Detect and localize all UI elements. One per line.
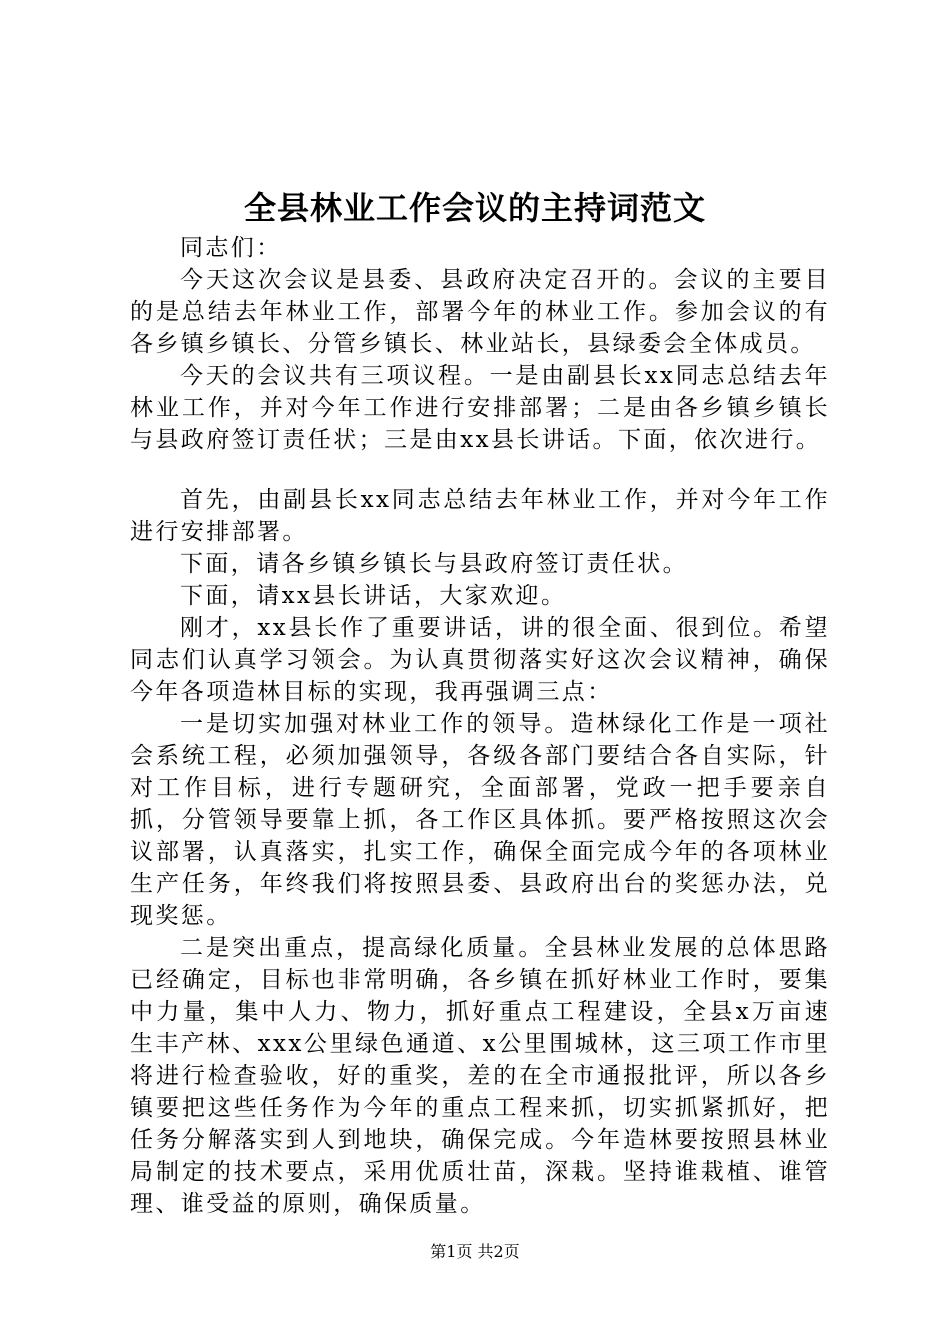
paragraph-spacer: [130, 456, 830, 484]
page-number-footer: 第1页 共2页: [430, 1242, 520, 1261]
paragraph-second-item: 下面，请各乡镇乡镇长与县政府签订责任状。: [180, 551, 688, 577]
paragraph-first-item: 首先，由副县长xx同志总结去年林业工作，并对今年工作进行安排部署。: [130, 487, 830, 545]
paragraph-meeting-purpose: 今天这次会议是县委、县政府决定召开的。会议的主要目的是总结去年林业工作，部署今年的林业工作。参加会议的有各乡镇乡镇长、分管乡镇长、林业站长，县绿委会全体成员。: [130, 267, 830, 357]
paragraph-third-item: 下面，请xx县长讲话，大家欢迎。: [180, 583, 567, 609]
document-title: 全县林业工作会议的主持词范文: [243, 189, 706, 227]
paragraph-point-two: 二是突出重点，提高绿化质量。全县林业发展的总体思路已经确定，目标也非常明确，各乡镇在抓好林业工作时，要集中力量，集中人力、物力，抓好重点工程建设，全县x万亩速生丰产林、xxx公里绿色通道、x公里围城林，这三项工作市里将进行检查验收，好的重奖，差的在全市通报批评，所以各乡镇要把这些任务作为今年的重点工程来抓，切实抓紧抓好，把任务分解落实到人到地块，确保完成。今年造林要按照县林业局制定的技术要点，采用优质壮苗，深栽。坚持谁栽植、谁管理、谁受益的原则，确保质量。: [130, 935, 830, 1217]
paragraph-point-one: 一是切实加强对林业工作的领导。造林绿化工作是一项社会系统工程，必须加强领导，各级各部门要结合各自实际，针对工作目标，进行专题研究，全面部署，党政一把手要亲自抓，分管领导要靠上抓，各工作区具体抓。要严格按照这次会议部署，认真落实，扎实工作，确保全面完成今年的各项林业生产任务，年终我们将按照县委、县政府出台的奖惩办法，兑现奖惩。: [130, 711, 830, 929]
document-body: [130, 232, 830, 1220]
paragraph-salutation: 同志们：: [180, 235, 282, 261]
paragraph-summary: 刚才，xx县长作了重要讲话，讲的很全面、很到位。希望同志们认真学习领会。为认真贯彻落实好这次会议精神，确保今年各项造林目标的实现，我再强调三点：: [130, 615, 830, 705]
paragraph-agenda: 今天的会议共有三项议程。一是由副县长xx同志总结去年林业工作，并对今年工作进行安排部署；二是由各乡镇乡镇长与县政府签订责任状；三是由xx县长讲话。下面，依次进行。: [130, 363, 830, 453]
